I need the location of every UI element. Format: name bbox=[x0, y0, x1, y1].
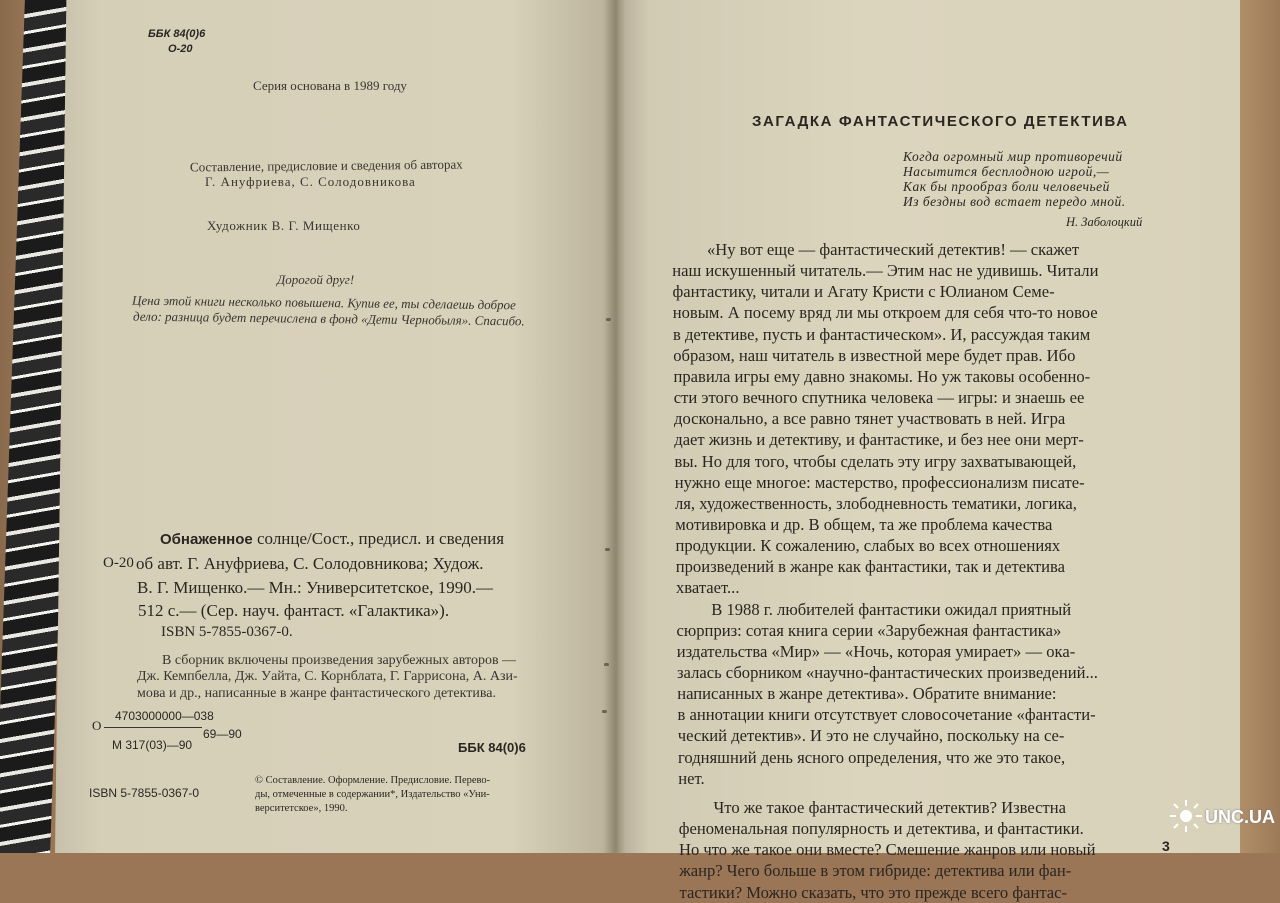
catalog-line: В. Г. Мищенко.— Мн.: Университетское, 1990.— bbox=[137, 578, 493, 597]
article-line: Что же такое фантастический детектив? Известна bbox=[713, 797, 1067, 817]
index-side: 69—90 bbox=[203, 727, 242, 741]
article-line: ческий детектив». И это не случайно, поскольку на се- bbox=[677, 726, 1065, 746]
epigraph-line: Когда огромный мир противоречий bbox=[903, 149, 1123, 164]
catalog-text: солнце/Сост., предисл. и сведения bbox=[252, 529, 505, 548]
article-line: досконально, а все равно тянет участвовать в ней. Игра bbox=[674, 409, 1066, 429]
sun-logo-icon bbox=[1169, 799, 1203, 833]
watermark bbox=[1165, 795, 1277, 845]
article-line: вы. Но для того, чтобы сделать эту игру захватывающей, bbox=[674, 451, 1077, 471]
series-note: Серия основана в 1989 году bbox=[253, 78, 407, 93]
compilers-label: Составление, предисловие и сведения об авторах bbox=[189, 156, 463, 175]
article-line: нет. bbox=[678, 768, 705, 788]
index-o: О bbox=[92, 718, 102, 733]
stitch-dot bbox=[605, 548, 610, 551]
epigraph-line: Из бездны вод встает передо мной. bbox=[903, 194, 1126, 209]
article-line: залась сборником «научно-фантастических произведений... bbox=[677, 663, 1098, 682]
article-line: в детективе, пусть и фантастическом». И, рассуждая таким bbox=[673, 324, 1091, 344]
catalog-line: об авт. Г. Ануфриева, С. Солодовникова; Худож. bbox=[136, 554, 484, 573]
index-top: 4703000000—038 bbox=[115, 709, 214, 723]
stitch-dot bbox=[602, 710, 607, 713]
article-line: хватает... bbox=[676, 578, 740, 598]
stitch-dot bbox=[604, 663, 609, 666]
article-line: годняшний день ясного определения, что же это такое, bbox=[678, 747, 1066, 767]
article-line: сюрприз: сотая книга серии «Зарубежная фантастика» bbox=[676, 620, 1062, 640]
article-line: наш искушенный читатель.— Этим нас не удивишь. Читали bbox=[672, 261, 1099, 281]
book-gutter bbox=[604, 0, 626, 853]
notice-line: Цена этой книги несколько повышена. Купив ее, ты сделаешь доброе bbox=[131, 292, 516, 313]
article-line: правила игры ему давно знакомы. Но уж таковы особенно- bbox=[673, 366, 1091, 386]
compilers-names: Г. Ануфриева, С. Солодовникова bbox=[205, 174, 416, 189]
article-line: ля, художественность, злободневность тематики, логика, bbox=[675, 493, 1077, 513]
article-line: «Ну вот еще — фантастический детектив! — скажет bbox=[707, 240, 1080, 259]
catalog-title: Обнаженное bbox=[160, 531, 253, 548]
article-line: сти этого вечного спутника человека — игры: и знаешь ее bbox=[673, 388, 1085, 408]
article-line: продукции. К сожалению, слабых во всех отношениях bbox=[675, 536, 1061, 556]
article-line: тастики? Можно сказать, что это прежде всего фантас- bbox=[679, 882, 1068, 902]
article-line: издательства «Мир» — «Ночь, которая умирает» — ока- bbox=[676, 641, 1076, 661]
chapter-title: ЗАГАДКА ФАНТАСТИЧЕСКОГО ДЕТЕКТИВА bbox=[752, 113, 1129, 130]
article-line: В 1988 г. любителей фантастики ожидал приятный bbox=[711, 599, 1072, 619]
catalog-line: 512 с.— (Сер. науч. фантаст. «Галактика»). bbox=[138, 601, 450, 620]
article-line: феноменальная популярность и детектива, и фантастики. bbox=[678, 819, 1084, 839]
epigraph-author: Н. Заболоцкий bbox=[1066, 215, 1143, 229]
contents-line: мова и др., написанные в жанре фантастического детектива. bbox=[137, 686, 496, 701]
artist-credit: Художник В. Г. Мищенко bbox=[207, 218, 361, 233]
table-right bbox=[1240, 0, 1280, 853]
isbn-bottom: ISBN 5-7855-0367-0 bbox=[89, 786, 200, 800]
index-bottom: М 317(03)—90 bbox=[112, 738, 193, 752]
bbk-bottom: ББК 84(0)6 bbox=[458, 740, 526, 755]
catalog-isbn: ISBN 5-7855-0367-0. bbox=[161, 624, 293, 640]
epigraph-line: Как бы прообраз боли человечьей bbox=[903, 179, 1110, 194]
copyright-line: © Составление. Оформление. Предисловие. Перево- bbox=[255, 775, 491, 786]
notice-line: дело: разница будет перечислена в фонд «Дети Чернобыля». Спасибо. bbox=[132, 308, 525, 329]
article-line: нужно еще многое: мастерство, профессионализм писате- bbox=[674, 472, 1085, 492]
notice-greeting: Дорогой друг! bbox=[277, 272, 355, 287]
watermark-text: UNC.UA bbox=[1205, 807, 1275, 827]
stitch-dot bbox=[606, 318, 611, 321]
article-line: жанр? Чего больше в этом гибриде: детектива или фан- bbox=[679, 861, 1072, 881]
article-line: образом, наш читатель в известной мере будет прав. Ибо bbox=[673, 345, 1076, 365]
copyright-line: ды, отмеченные в содержании*, Издательство «Уни- bbox=[255, 789, 490, 800]
index-rule bbox=[104, 727, 202, 728]
article-line: произведений в жанре как фантастики, так и детектива bbox=[675, 557, 1066, 577]
bbk-code: ББК 84(0)6 bbox=[148, 28, 206, 40]
article-line: новым. А посему вряд ли мы откроем для себя что-то новое bbox=[672, 303, 1098, 323]
epigraph-line: Насытится бесплодною игрой,— bbox=[903, 164, 1110, 179]
copyright-line: верситетское», 1990. bbox=[255, 803, 348, 814]
left-page bbox=[55, 0, 623, 853]
article-line: фантастику, читали и Агату Кристи с Юлианом Семе- bbox=[672, 282, 1055, 302]
article-line: в аннотации книги отсутствует словосочетание «фантасти- bbox=[677, 705, 1096, 725]
article-line: Но что же такое они вместе? Смешение жанров или новый bbox=[679, 840, 1096, 860]
article-line: мотивировка и др. В общем, та же проблема качества bbox=[675, 514, 1053, 534]
contents-line: Дж. Кемпбелла, Дж. Уайта, С. Корнблата, Г. Гаррисона, А. Ази- bbox=[137, 669, 518, 684]
author-sign-code: О-20 bbox=[168, 43, 193, 55]
contents-line: В сборник включены произведения зарубежных авторов — bbox=[162, 653, 517, 668]
article-line: дает жизнь и детективу, и фантастике, и без нее они мерт- bbox=[674, 430, 1084, 450]
catalog-code: О-20 bbox=[103, 555, 134, 571]
page-number: 3 bbox=[1162, 838, 1170, 854]
catalog-line bbox=[160, 529, 504, 549]
article-line: написанных в жанре детектива». Обратите внимание: bbox=[677, 684, 1057, 704]
